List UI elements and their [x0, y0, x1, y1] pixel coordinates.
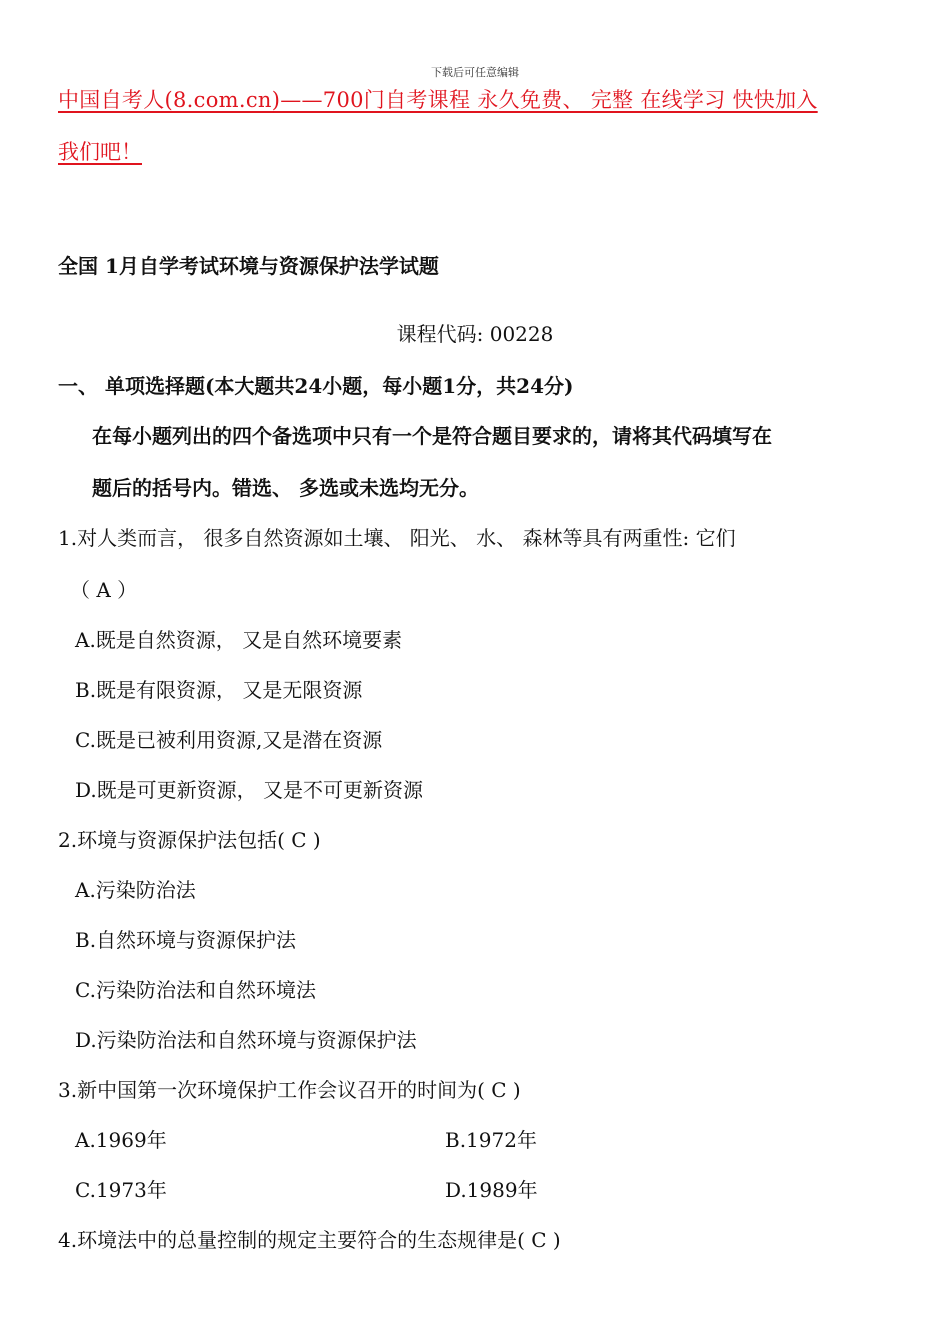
- instruction-line-1: 在每小题列出的四个备选项中只有一个是符合题目要求的，请将其代码填写在: [92, 424, 772, 448]
- question-2-option-a: A.污染防治法: [75, 878, 196, 902]
- question-3-option-a: A.1969年: [75, 1128, 167, 1152]
- question-1-answer: （ A ）: [70, 578, 138, 602]
- exam-title: 全国 1月自学考试环境与资源保护法学试题: [58, 254, 439, 278]
- question-3-option-c: C.1973年: [75, 1178, 167, 1202]
- question-1-stem: 1.对人类而言， 很多自然资源如土壤、 阳光、 水、 森林等具有两重性: 它们: [58, 526, 736, 550]
- question-4-stem: 4.环境法中的总量控制的规定主要符合的生态规律是( C ): [58, 1228, 561, 1252]
- question-1-option-d: D.既是可更新资源， 又是不可更新资源: [75, 778, 424, 802]
- question-2-option-b: B.自然环境与资源保护法: [75, 928, 297, 952]
- section-heading: 一、 单项选择题(本大题共24小题，每小题1分，共24分): [58, 374, 574, 398]
- question-3-stem: 3.新中国第一次环境保护工作会议召开的时间为( C ): [58, 1078, 521, 1102]
- question-3-option-d: D.1989年: [445, 1178, 538, 1202]
- download-note: 下载后可任意编辑: [431, 66, 519, 79]
- question-2-stem: 2.环境与资源保护法包括( C ): [58, 828, 321, 852]
- question-2-option-d: D.污染防治法和自然环境与资源保护法: [75, 1028, 417, 1052]
- question-1-option-c: C.既是已被利用资源,又是潜在资源: [75, 728, 383, 752]
- promo-link-line1[interactable]: 中国自考人(8.com.cn)——700门自考课程 永久免费、 完整 在线学习 快快加入: [58, 88, 818, 112]
- question-1-option-a: A.既是自然资源， 又是自然环境要素: [75, 628, 403, 652]
- course-code: 课程代码: 00228: [396, 322, 554, 346]
- promo-link-line2[interactable]: 我们吧！: [58, 140, 142, 164]
- question-2-option-c: C.污染防治法和自然环境法: [75, 978, 316, 1002]
- question-1-option-b: B.既是有限资源， 又是无限资源: [75, 678, 363, 702]
- instruction-line-2: 题后的括号内。错选、 多选或未选均无分。: [92, 476, 479, 500]
- question-3-option-b: B.1972年: [445, 1128, 537, 1152]
